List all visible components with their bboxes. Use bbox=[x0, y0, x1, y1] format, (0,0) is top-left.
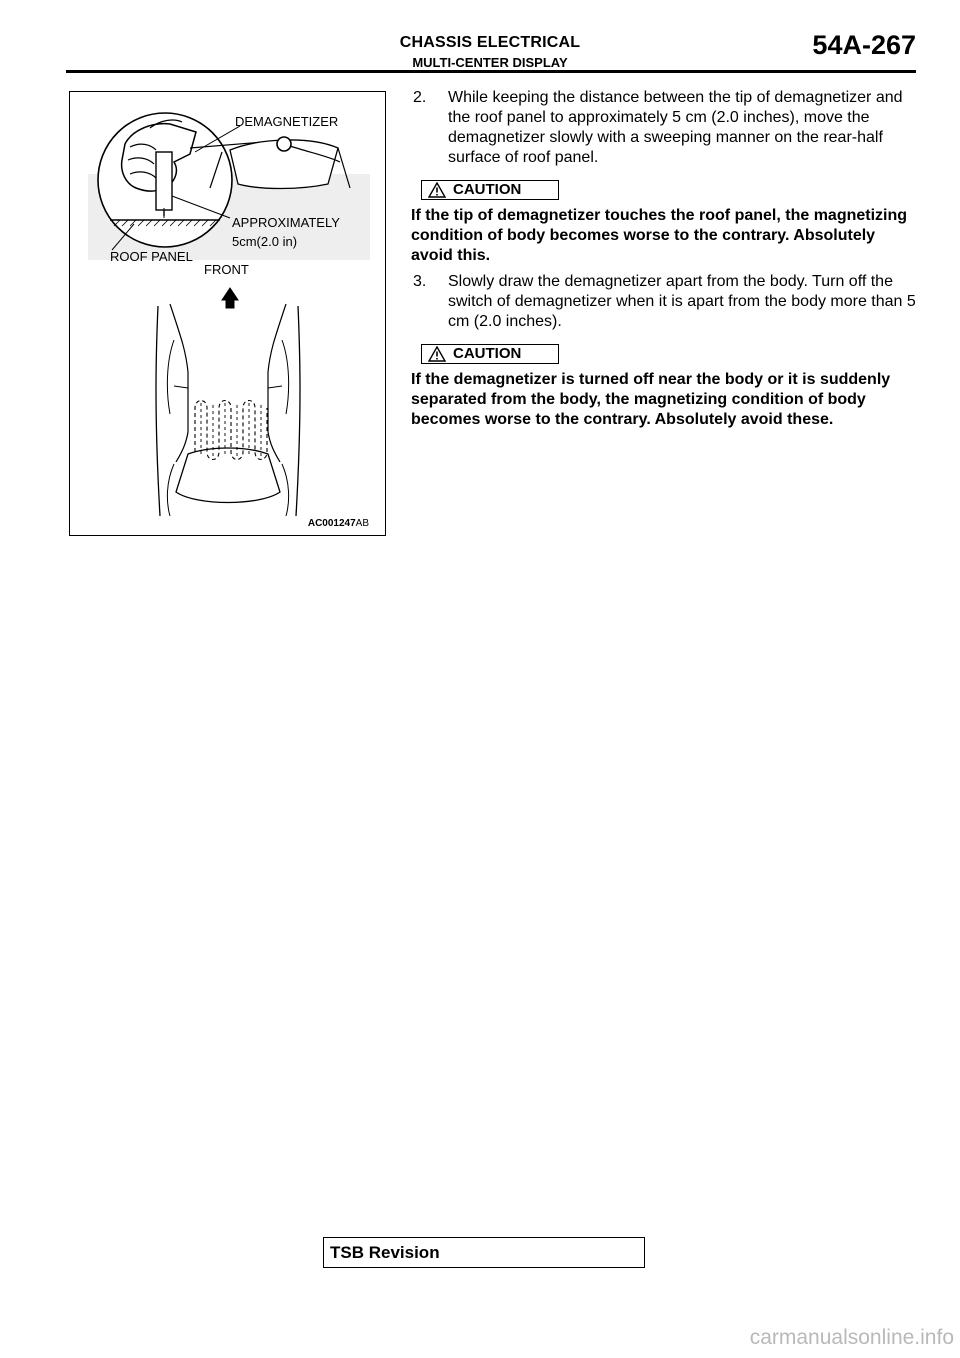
warning-triangle-icon bbox=[428, 346, 446, 362]
warning-triangle-icon bbox=[428, 182, 446, 198]
caution-label: CAUTION bbox=[453, 181, 522, 198]
step-text: While keeping the distance between the tip of demagnetizer and the roof panel to approximately 5 cm (2.0 inches), move the demagnetizer slowly with a sweeping manner on the rear-half surface of roof panel. bbox=[448, 89, 903, 166]
caution-text: If the demagnetizer is turned off near the body or it is suddenly separated from the body, the magnetizing condition of body becomes worse to the contrary. Absolutely avoid these. bbox=[411, 371, 891, 428]
label-roof-panel: ROOF PANEL bbox=[110, 249, 193, 264]
procedure-content bbox=[411, 88, 917, 436]
figure-id-suffix: AB bbox=[355, 518, 369, 529]
figure-id-code: AC001247 bbox=[307, 518, 356, 529]
section-title: CHASSIS ELECTRICAL bbox=[399, 34, 581, 51]
step-item bbox=[411, 272, 917, 332]
caution-label: CAUTION bbox=[453, 345, 522, 362]
illustration-drawing bbox=[70, 92, 386, 536]
page-number: 54A-267 bbox=[812, 30, 916, 60]
tsb-revision-box: TSB Revision bbox=[323, 1237, 645, 1268]
caution-box bbox=[421, 180, 559, 200]
figure-id bbox=[308, 518, 369, 529]
step-number: 2. bbox=[413, 89, 427, 106]
step-item bbox=[411, 88, 917, 168]
label-distance: 5cm(2.0 in) bbox=[232, 234, 298, 249]
watermark: carmanualsonline.info bbox=[749, 1326, 954, 1349]
label-demagnetizer: DEMAGNETIZER bbox=[235, 114, 339, 129]
label-front: FRONT bbox=[204, 262, 249, 277]
step-text: Slowly draw the demagnetizer apart from the body. Turn off the switch of demagnetizer when it is apart from the body more than 5 cm (2.0 inches). bbox=[448, 273, 916, 330]
step-number: 3. bbox=[413, 273, 427, 290]
label-approximately: APPROXIMATELY bbox=[232, 215, 340, 230]
subsection-title: MULTI-CENTER DISPLAY bbox=[412, 55, 568, 70]
caution-box bbox=[421, 344, 559, 364]
caution-text: If the tip of demagnetizer touches the roof panel, the magnetizing condition of body becomes worse to the contrary. Absolutely avoid this. bbox=[411, 207, 908, 264]
header-rule bbox=[66, 70, 916, 73]
demagnetizing-illustration bbox=[69, 91, 386, 536]
